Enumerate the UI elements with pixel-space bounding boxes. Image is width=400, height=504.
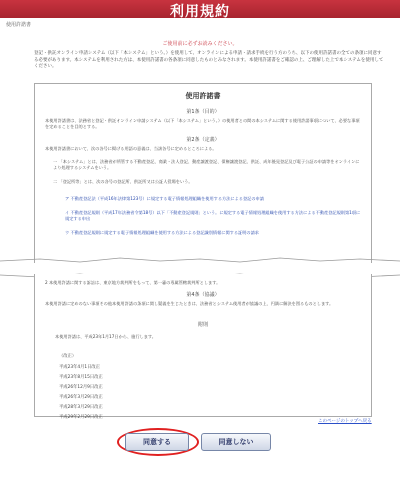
article-1-heading: 第1条（目的） (186, 109, 220, 115)
intro-text: 登記・供託オンライン申請システム（以下「本システム」という。）を使用して、オンラインによる申請・請求手続を行う方のうち、以下の使用許諾書の全ての条項に同意する必要があります。本システムを利用された方は、本使用許諾書の各条項に同意したものとみなされます。本使用許諾書をご確認の上、ご理解した上で本システムを使用してください。 (34, 51, 384, 69)
item-u: ウ 不動産登記規則に規定する電子情報処理組織を使用する方法による登記識別情報に関する証明の請求 (65, 230, 259, 235)
article-3-tail: 2 本使用許諾に関する訴訟は、東京地方裁判所をもって、第一審の専属管轄裁判所とします。 (45, 280, 221, 285)
supplementary-body: 本使用許諾は、平成23年1月17日から、施行します。 (55, 334, 156, 339)
page-top-link[interactable]: このページのトップへ戻る (318, 419, 372, 424)
article-4-heading: 第4条（協議） (186, 292, 220, 298)
agree-button[interactable]: 同意する (125, 433, 189, 451)
article-4-body: 本使用許諾に定めのない事項その他本使用許諾の条項に関し疑義を生じたときは、法務省とシステム使用者が協議の上、円満に解決を図るものとします。 (45, 301, 334, 306)
license-box-bottom[interactable] (34, 274, 372, 420)
license-title: 使用許諾書 (185, 92, 221, 100)
breadcrumb: 使用許諾書 (6, 22, 32, 28)
item-a: ア 不動産登記法（平成16年法律第123号）に規定する電子情報処理組織を使用する方法による登記の申請 (65, 196, 264, 201)
revision-item: 平成28年3月29日改正 (59, 405, 103, 410)
item-i: イ 不動産登記規則（平成17年法務省令第18号）以下「不動産登記規則」という。に規定する電子情報処理組織を使用する方法による不動産登記規則第1項に規定する申出 (65, 210, 361, 221)
revision-item: 平成23年4月1日改正 (59, 365, 101, 370)
article-1-body: 本使用許諾書は、法務省と登記・供託オンライン申請システム（以下「本システム」という。）の使用者との間の本システムに関する使用許諾事項について、必要な事項を定めることを目的とする。 (45, 118, 360, 129)
revision-item: 平成29年2月29日改正 (59, 415, 103, 420)
revisions-label: （改正） (59, 354, 77, 359)
supplementary-heading: 附則 (197, 322, 208, 328)
revision-item: 平成23年8月15日改正 (59, 375, 103, 380)
article-2-body: 本使用許諾書において、次の各号に掲げる用語の意義は、当該各号に定めるところによる。 (45, 146, 217, 151)
notice-text: ご使用前に必ずお読みください。 (162, 41, 238, 47)
definition-1: 一 「本システム」とは、法務省が所管する不動産登記、商業・法人登記、動産譲渡登記、債権譲渡登記、供託、成年後見登記及び電子公証の申請等をオンラインにより処理するシステムをいう。 (53, 159, 360, 170)
revision-item: 平成26年12月9日改正 (59, 385, 103, 390)
revision-item: 平成26年3月29日改正 (59, 395, 103, 400)
license-box-top[interactable] (34, 83, 372, 263)
disagree-button[interactable]: 同意しない (201, 433, 271, 451)
page-title: 利用規約 (170, 4, 230, 20)
article-2-heading: 第2条（定義） (186, 137, 220, 143)
definition-2: 二 「登記所等」とは、次の各号の登記所、供託所又は公証人役場をいう。 (53, 179, 193, 184)
